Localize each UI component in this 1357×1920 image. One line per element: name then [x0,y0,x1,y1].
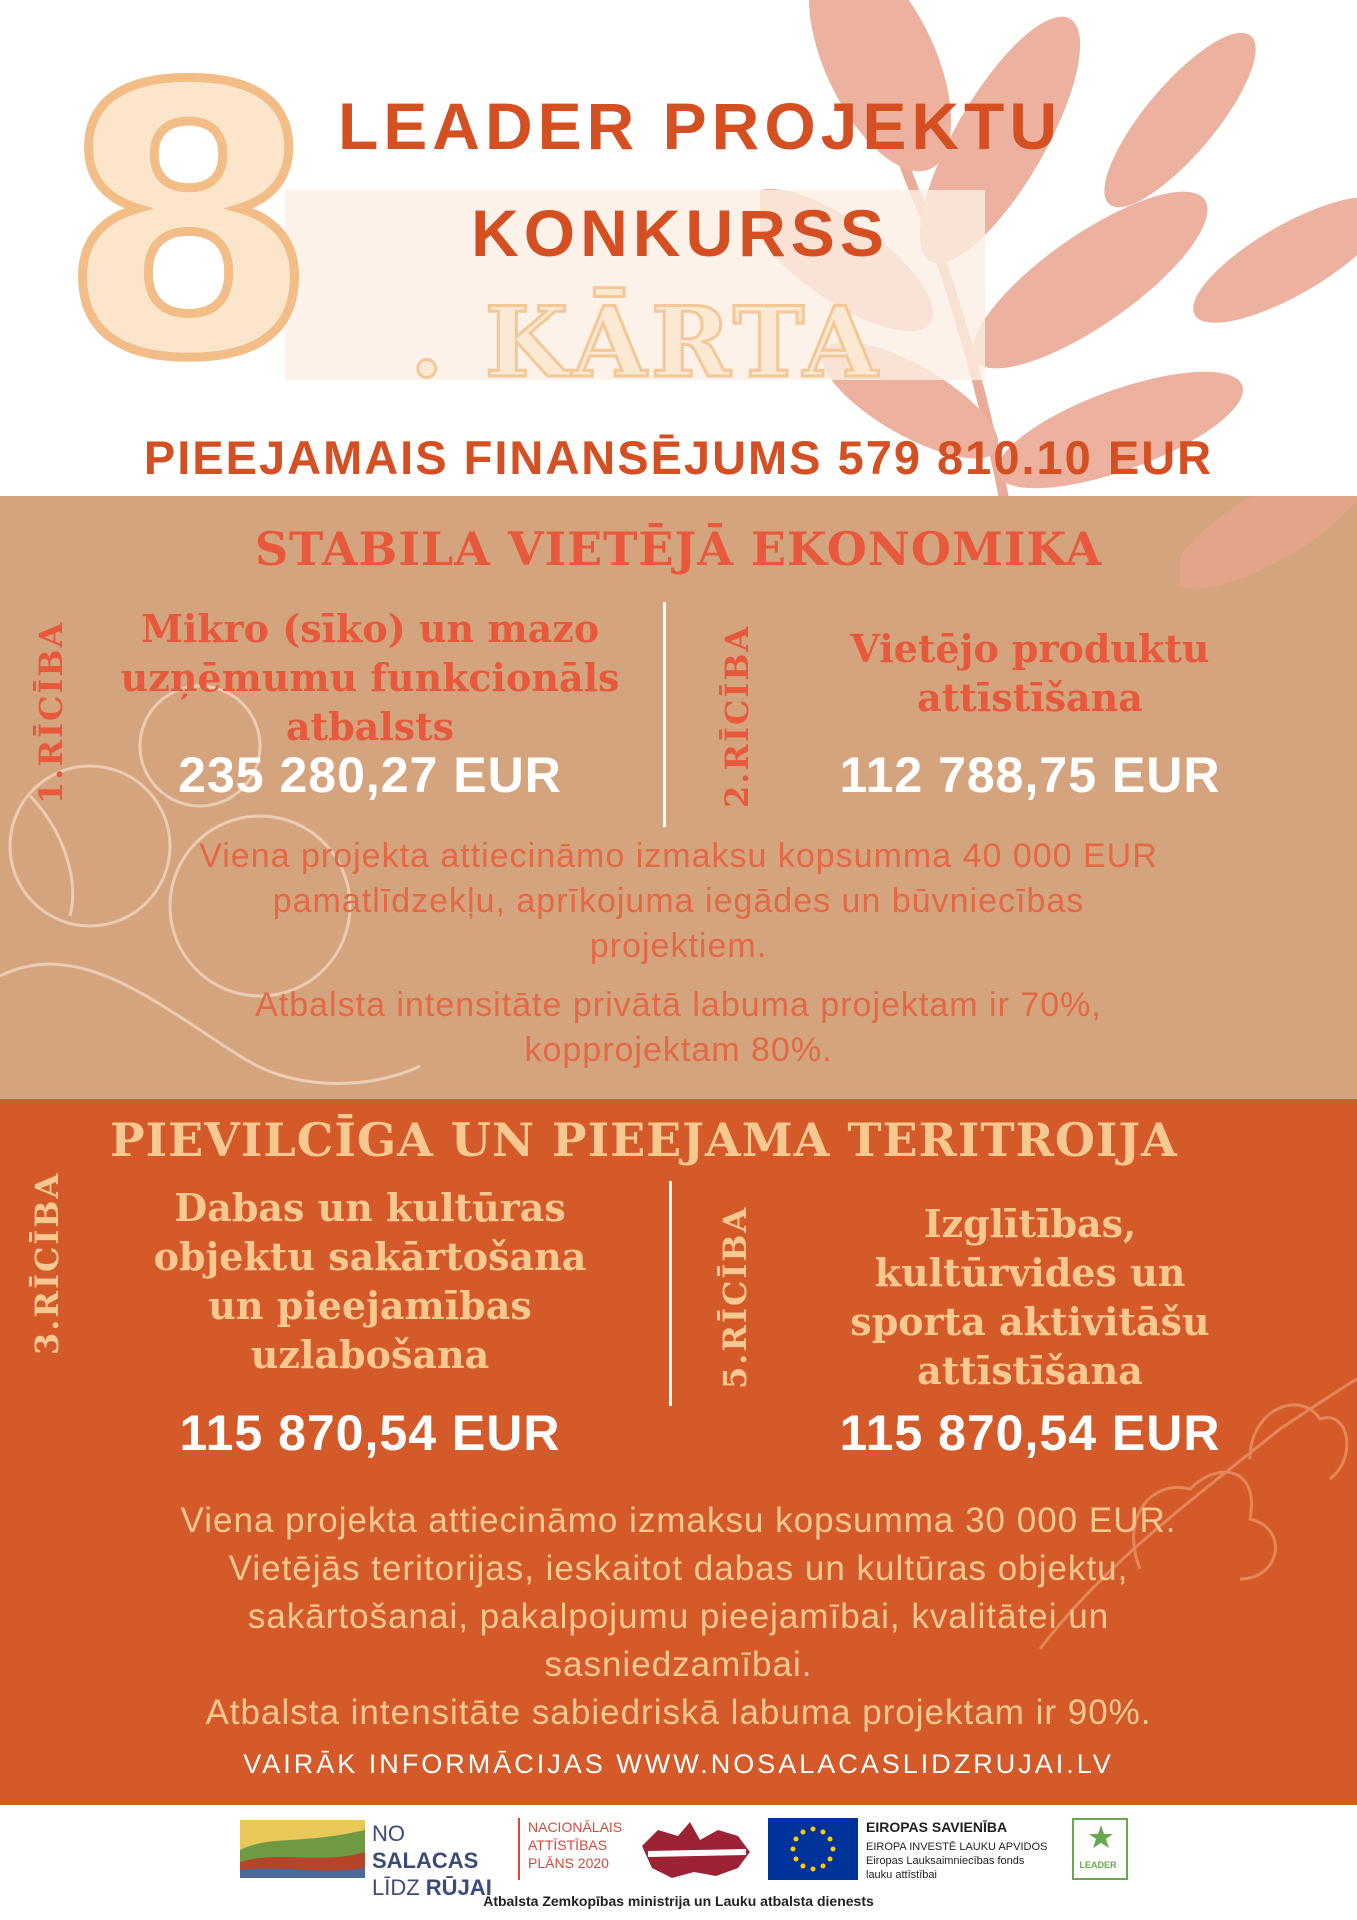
section-2-notes [30,1497,1327,1737]
section-stable-economy [0,496,1357,1099]
more-info-link[interactable]: VAIRĀK INFORMĀCIJAS WWW.NOSALACASLIDZRUJAI.LV [243,1749,1114,1779]
logo-text: NACIONĀLAIS [528,1819,623,1835]
action-3-title-line: uzlabošana [250,1332,490,1377]
action-2-title-line: attīstīšana [917,675,1143,720]
action-1-title-line: atbalsts [285,704,455,749]
note-line: Atbalsta intensitāte privātā labuma projektam ir 70%, [255,986,1102,1024]
action-3-title-line: un pieejamības [208,1283,532,1328]
section-1-notes [40,834,1317,1073]
action-2-label: 2.RĪCĪBA [718,624,756,808]
nap2020-logo [518,1818,640,1880]
note-line: sasniedzamībai. [544,1645,813,1684]
logo-text: Eiropas Lauksaimniecības fonds [866,1855,1025,1867]
action-2-title [780,624,1280,722]
section-attractive-territory [0,1099,1357,1805]
action-2-amount: 112 788,75 EUR [839,747,1221,803]
page-title-line-1: LEADER PROJEKTU [337,89,1063,163]
logo-text: NO [372,1821,405,1846]
round-number: 8 [60,10,318,440]
note-line: Vietējās teritorijas, ieskaitot dabas un kultūras objektu, [228,1549,1129,1588]
logo-text: EIROPAS SAVIENĪBA [866,1819,1008,1835]
eu-flag-icon [768,1818,858,1880]
page-title-line-2: KONKURSS [471,196,889,270]
action-2-title-line: Vietējo produktu [850,626,1210,671]
column-divider [669,1181,672,1406]
action-3-title-line: objektu sakārtošana [153,1234,587,1279]
section-2-title: PIEVILCĪGA UN PIEEJAMA TERITROIJA [110,1113,1178,1167]
latvia-map-icon [638,1816,753,1882]
leader-logo [1072,1818,1128,1880]
eu-text-block [866,1818,1066,1880]
action-5-title-line: sporta aktivitāšu [850,1299,1210,1344]
column-divider [663,602,666,827]
note-line: Atbalsta intensitāte sabiedriskā labuma projektam ir 90%. [205,1693,1152,1732]
logo-text: RŪJAI [425,1875,492,1900]
note-line: sakārtošanai, pakalpojumu pieejamībai, kvalitātei un [247,1597,1110,1636]
eu-stars-icon [768,1818,858,1880]
action-5-title-line: kultūrvides un [874,1250,1186,1295]
note-line: kopprojektam 80%. [524,1031,833,1069]
action-1-title [80,604,660,751]
landscape-icon [240,1820,365,1878]
section-1-title: STABILA VIETĒJĀ EKONOMIKA [254,522,1103,576]
leader-star-icon [1088,1824,1114,1850]
action-5-title-line: Izglītības, [923,1201,1137,1246]
leader-logo-text: LEADER [1079,1860,1117,1870]
note-line: Viena projekta attiecināmo izmaksu kopsumma 40 000 EUR [199,837,1158,875]
logo-text: lauku attīstībai [866,1869,937,1881]
logo-text: EIROPA INVESTĒ LAUKU APVIDOS [866,1841,1048,1853]
logo-text: LĪDZ [372,1875,426,1900]
action-3-title-line: Dabas un kultūras [174,1185,566,1230]
note-line: pamatlīdzekļu, aprīkojuma iegādes un būvniecības [272,882,1085,920]
action-3-amount: 115 870,54 EUR [179,1405,561,1461]
action-1-label: 1.RĪCĪBA [32,620,70,804]
action-3-title [100,1183,640,1379]
nosalacas-logo-text [372,1820,512,1901]
logo-text: SALACAS [372,1848,479,1873]
action-5-title-line: attīstīšana [917,1348,1143,1393]
note-line: projektiem. [589,927,768,965]
action-1-title-line: Mikro (sīko) un mazo [140,606,600,651]
available-funding: PIEEJAMAIS FINANSĒJUMS 579 810.10 EUR [143,431,1214,484]
note-line: Viena projekta attiecināmo izmaksu kopsumma 30 000 EUR. [180,1501,1177,1540]
logo-text: PLĀNS 2020 [528,1855,609,1871]
action-5-title [780,1199,1280,1395]
action-5-label: 5.RĪCĪBA [716,1205,754,1389]
action-1-amount: 235 280,27 EUR [178,747,562,803]
support-note: Atbalsta Zemkopības ministrija un Lauku atbalsta dienests [483,1893,874,1909]
action-1-title-line: uzņēmumu funkcionāls [120,655,620,700]
logo-text: ATTĪSTĪBAS [528,1837,608,1853]
nosalacas-logo [240,1818,510,1900]
round-label: . KĀRTA [410,286,882,399]
action-5-amount: 115 870,54 EUR [839,1405,1221,1461]
action-3-label: 3.RĪCĪBA [28,1171,66,1355]
